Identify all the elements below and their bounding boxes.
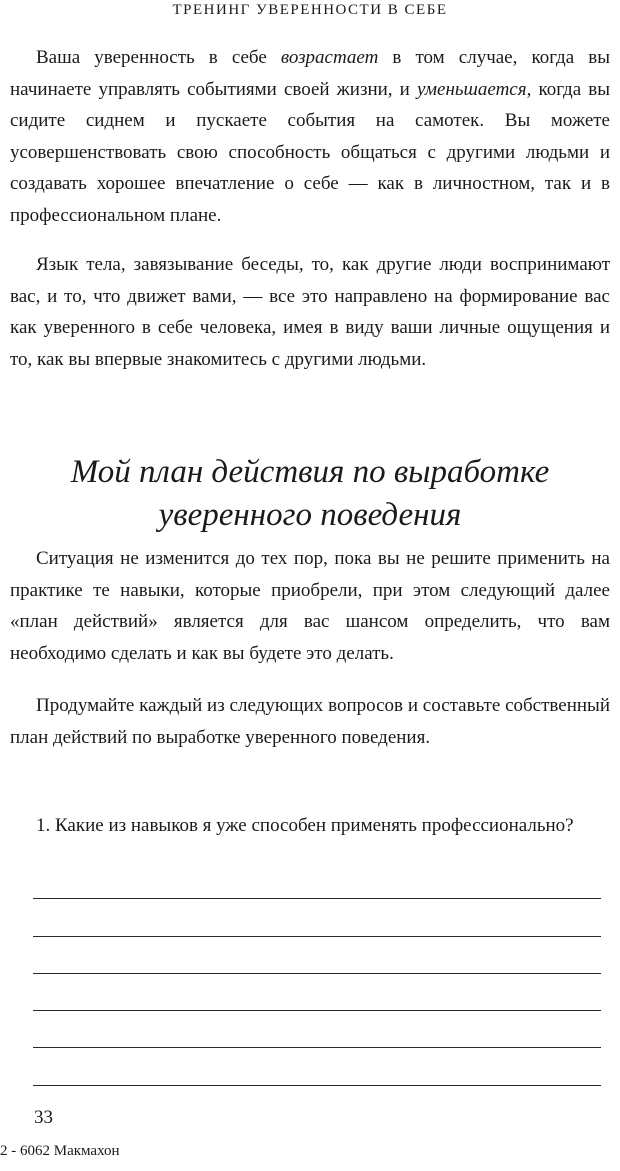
- answer-line: [33, 1010, 601, 1011]
- paragraph-situation: Ситуация не изменится до тех пор, пока вы не решите применить на практике те навыки, которые приобрели, при этом следующий далее «план действий» является для вас шансом определить, что вам необходимо сделать и как вы будете это делать.: [10, 548, 610, 664]
- heading-line-1: Мой план действия по выработке: [70, 454, 550, 490]
- para1-emphasis-grows: возрастает: [280, 47, 379, 68]
- page-number: 33: [34, 1107, 53, 1128]
- answer-line: [33, 936, 601, 937]
- answer-line: [33, 898, 601, 899]
- para1-text-e: , когда вы сидите сиднем и пускаете события на самотек. Вы можете усовершенствовать свою способность общаться с другими людьми и создавать хорошее впечатление о себе — как в личностном, так и в профессиональном плане.: [10, 78, 611, 226]
- question-1: 1. Какие из навыков я уже способен применять профессионально?: [36, 815, 574, 836]
- answer-line: [33, 1047, 601, 1048]
- answer-line: [33, 1085, 601, 1086]
- paragraph-body-language: Язык тела, завязывание беседы, то, как другие люди воспринимают вас, и то, что движет вами, — все это направлено на формирование вас как уверенного в себе человека, имея в виду ваши личные ощущения и то, как вы впервые знакомитесь с другими людьми.: [10, 254, 610, 370]
- para1-emphasis-decreases: уменьшается: [416, 78, 527, 100]
- printer-imprint: 2 - 6062 Макмахон: [0, 1143, 120, 1159]
- heading-line-2: уверенного поведения: [158, 497, 462, 533]
- para1-text-c: в том случае, когда вы начинаете управлять событиями своей жизни, и: [10, 47, 610, 100]
- section-heading: [0, 451, 620, 537]
- answer-line: [33, 973, 601, 974]
- running-head: ТРЕНИНГ УВЕРЕННОСТИ В СЕБЕ: [172, 2, 448, 18]
- para1-text-a: Ваша уверенность в себе: [36, 47, 281, 68]
- paragraph-confidence-growth: [10, 42, 610, 231]
- paragraph-think-over: Продумайте каждый из следующих вопросов и составьте собственный план действий по выработке уверенного поведения.: [10, 695, 610, 748]
